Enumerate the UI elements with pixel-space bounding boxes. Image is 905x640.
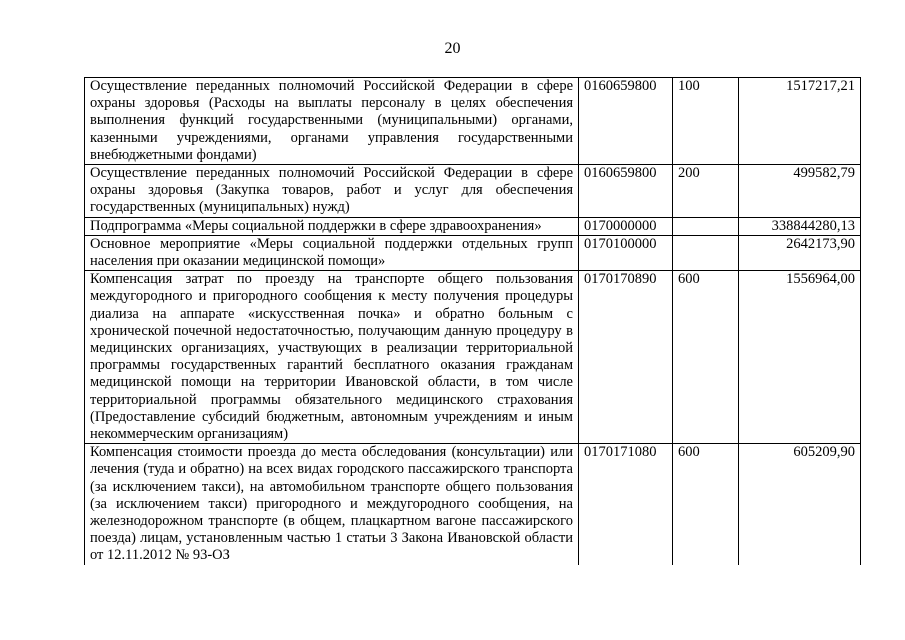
row-expense-type <box>673 217 739 235</box>
row-expense-type: 600 <box>673 444 739 565</box>
row-code: 0170171080 <box>579 444 673 565</box>
table-row <box>85 165 861 218</box>
table-row <box>85 235 861 270</box>
row-amount: 338844280,13 <box>739 217 861 235</box>
row-code: 0160659800 <box>579 78 673 165</box>
row-code: 0170000000 <box>579 217 673 235</box>
row-amount: 1556964,00 <box>739 271 861 444</box>
table-row <box>85 444 861 565</box>
row-code: 0160659800 <box>579 165 673 218</box>
table-row <box>85 271 861 444</box>
table-row <box>85 78 861 165</box>
row-expense-type: 600 <box>673 271 739 444</box>
row-expense-type <box>673 235 739 270</box>
row-expense-type: 100 <box>673 78 739 165</box>
row-name: Подпрограмма «Меры социальной поддержки в сфере здравоохранения» <box>85 217 579 235</box>
page-number: 20 <box>444 40 461 57</box>
row-name: Осуществление переданных полномочий Российской Федерации в сфере охраны здоровья (Расходы на выплаты персоналу в целях обеспечения выполнения функций государственными (муниципальными) органами, казенными учреждениями, органами управления государственными внебюджетными фондами) <box>85 78 579 165</box>
row-name: Компенсация стоимости проезда до места обследования (консультации) или лечения (туда и обратно) на всех видах городского пассажирского транспорта (за исключением такси), на автомобильном транспорте общего пользования (за исключением такси) пригородного и междугородного сообщения, на железнодорожном транспорте (в общем, плацкартном вагоне пассажирского поезда) лицам, установленным частью 1 статьи 3 Закона Ивановской области от 12.11.2012 № 93-ОЗ <box>85 444 579 565</box>
row-amount: 605209,90 <box>739 444 861 565</box>
row-amount: 1517217,21 <box>739 78 861 165</box>
row-expense-type: 200 <box>673 165 739 218</box>
row-amount: 2642173,90 <box>739 235 861 270</box>
budget-table <box>84 77 861 565</box>
table-row <box>85 217 861 235</box>
row-code: 0170100000 <box>579 235 673 270</box>
row-amount: 499582,79 <box>739 165 861 218</box>
row-code: 0170170890 <box>579 271 673 444</box>
row-name: Компенсация затрат по проезду на транспорте общего пользования междугородного и пригородного сообщения к месту получения процедуры диализа на аппарате «искусственная почка» и обратно больным с хронической почечной недостаточностью, получающим данную процедуру в медицинских организациях, участвующих в реализации территориальной программы государственных гарантий бесплатного оказания гражданам медицинской помощи на территории Ивановской области, в том числе территориальной программы обязательного медицинского страхования (Предоставление субсидий бюджетным, автономным учреждениям и иным некоммерческим организациям) <box>85 271 579 444</box>
row-name: Осуществление переданных полномочий Российской Федерации в сфере охраны здоровья (Закупка товаров, работ и услуг для обеспечения государственных (муниципальных) нужд) <box>85 165 579 218</box>
row-name: Основное мероприятие «Меры социальной поддержки отдельных групп населения при оказании медицинской помощи» <box>85 235 579 270</box>
